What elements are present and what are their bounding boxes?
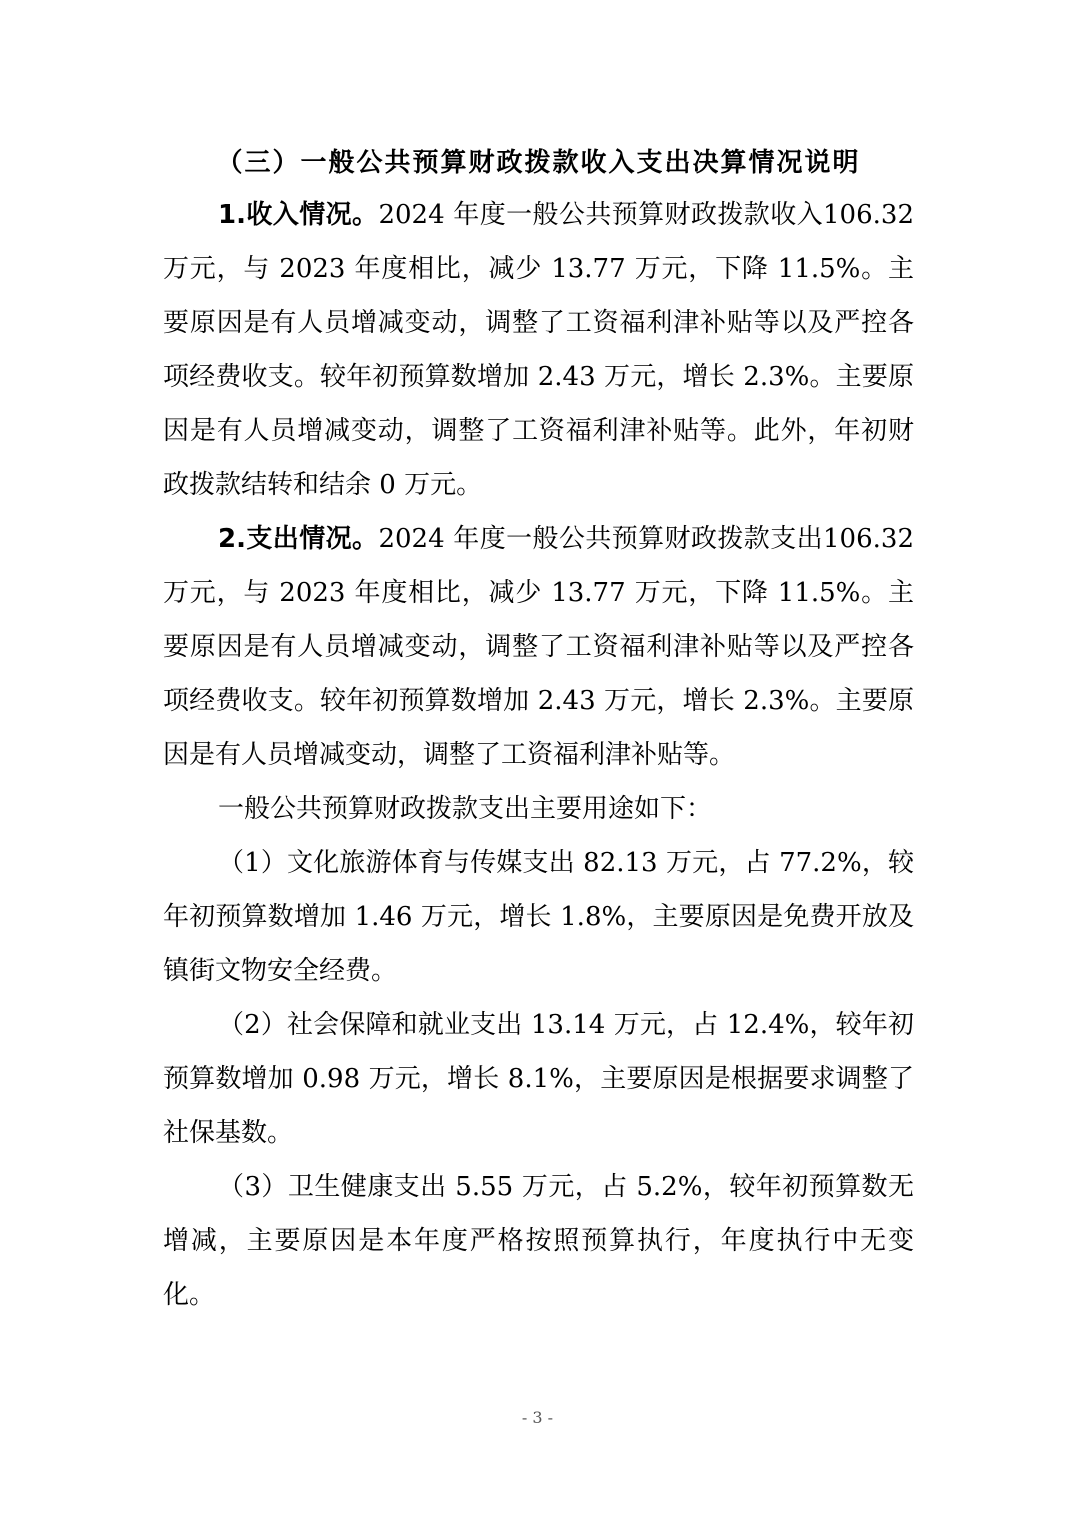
usage-intro: 一般公共预算财政拨款支出主要用途如下： (218, 794, 713, 824)
expenditure-text: 2024 年度一般公共预算财政拨款支出106.32 万元，与 2023 年度相比，减少 13.77 万元，下降 11.5%。主要原因是有人员增减变动，调整了工资福利津补贴等以及严控各项经费收支。较年初预算数增加 2.43 万元，增长 2.3%。主要原因是有人员增减变动，调整了工资福利津补贴等。 (163, 524, 914, 770)
expenditure-lead: 2.支出情况。 (218, 524, 379, 554)
income-lead: 1.收入情况。 (218, 200, 379, 230)
page-number: - 3 - (521, 1408, 554, 1427)
income-paragraph (163, 188, 914, 512)
usage-item-culture: （1）文化旅游体育与传媒支出 82.13 万元，占 77.2%，较年初预算数增加 1.46 万元，增长 1.8%，主要原因是免费开放及镇街文物安全经费。 (163, 848, 914, 986)
section-heading: （三）一般公共预算财政拨款收入支出决算情况说明 (216, 148, 861, 178)
usage-item-social-security: （2）社会保障和就业支出 13.14 万元，占 12.4%，较年初预算数增加 0.98 万元，增长 8.1%，主要原因是根据要求调整了社保基数。 (163, 1010, 914, 1148)
expenditure-paragraph (163, 512, 914, 782)
income-text: 2024 年度一般公共预算财政拨款收入106.32 万元，与 2023 年度相比，减少 13.77 万元，下降 11.5%。主要原因是有人员增减变动，调整了工资福利津补贴等以及严控各项经费收支。较年初预算数增加 2.43 万元，增长 2.3%。主要原因是有人员增减变动，调整了工资福利津补贴等。此外，年初财政拨款结转和结余 0 万元。 (163, 200, 914, 500)
usage-item-health: （3）卫生健康支出 5.55 万元，占 5.2%，较年初预算数无增减，主要原因是本年度严格按照预算执行，年度执行中无变化。 (163, 1172, 914, 1310)
